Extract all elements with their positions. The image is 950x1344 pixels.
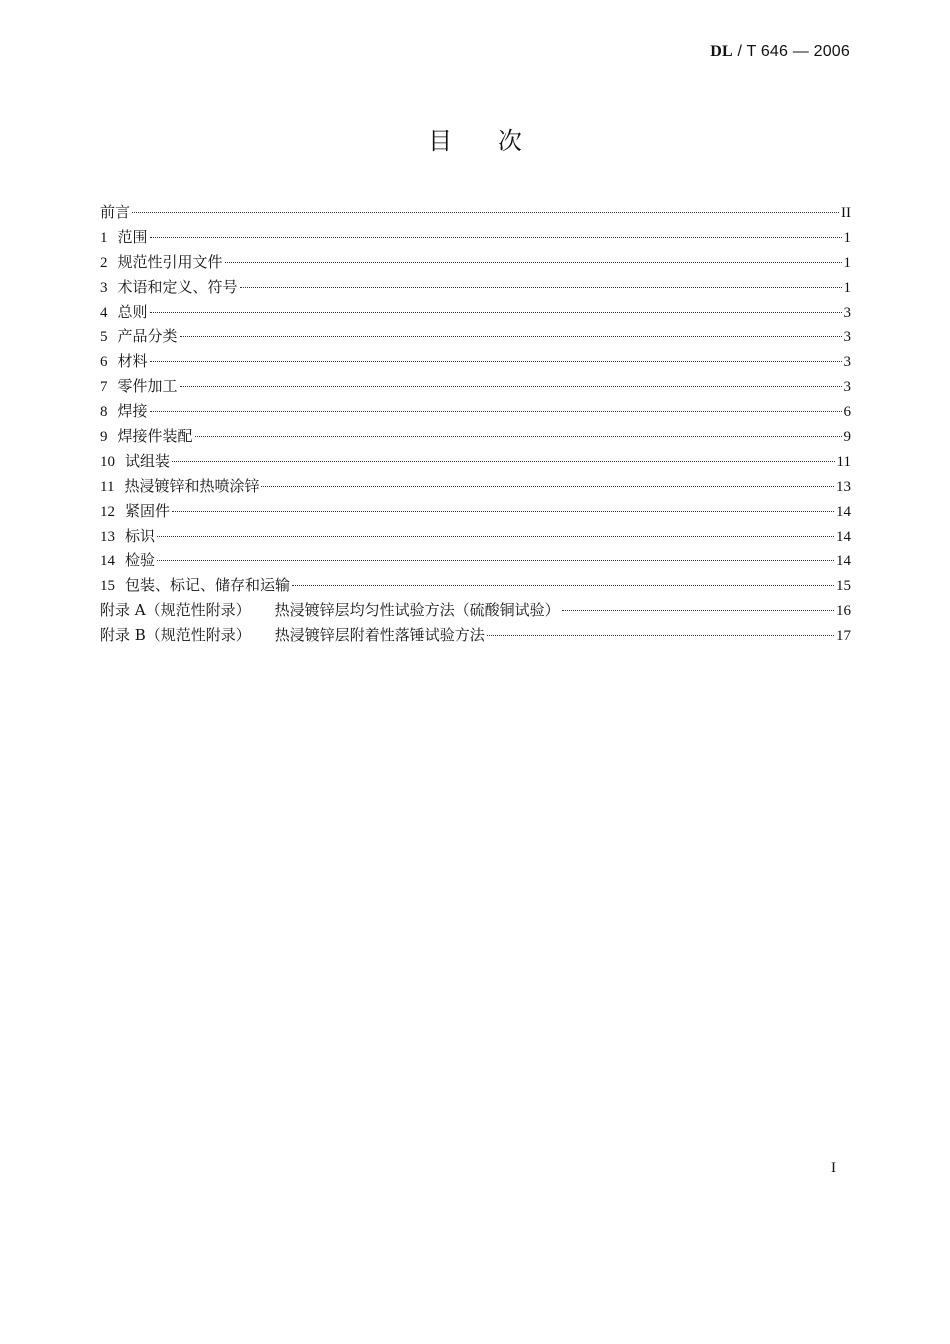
toc-leader xyxy=(132,212,839,213)
toc-annex-label xyxy=(100,623,485,648)
standard-code xyxy=(710,43,850,61)
toc-entry[interactable] xyxy=(100,300,851,325)
toc-entry-number: 14 xyxy=(100,553,115,570)
toc-entry-label: 术语和定义、符号 xyxy=(117,277,238,296)
toc-entry[interactable] xyxy=(100,250,851,275)
toc-entry-label: 紧固件 xyxy=(125,501,171,520)
toc-entry-page: 15 xyxy=(836,578,851,595)
toc-entry-page: 3 xyxy=(843,329,851,346)
toc-entry-number: 3 xyxy=(100,279,108,296)
toc-list xyxy=(100,200,851,648)
toc-entry[interactable] xyxy=(100,474,851,499)
toc-entry-number: 8 xyxy=(100,404,108,421)
toc-entry-page: 1 xyxy=(843,229,851,246)
toc-entry-number: 10 xyxy=(100,453,115,470)
toc-entry[interactable] xyxy=(100,449,851,474)
toc-entry-page: 17 xyxy=(836,628,851,645)
toc-entry-label: 检验 xyxy=(125,551,156,570)
toc-entry-page: 1 xyxy=(843,279,851,296)
toc-entry[interactable] xyxy=(100,349,851,374)
toc-entry[interactable] xyxy=(100,573,851,598)
toc-entry-number: 12 xyxy=(100,503,115,520)
toc-entry-number: 9 xyxy=(100,429,108,446)
toc-entry[interactable] xyxy=(100,200,851,225)
toc-entry-label: 标识 xyxy=(125,526,156,545)
toc-entry-label: 试组装 xyxy=(125,451,171,470)
toc-entry-label: 范围 xyxy=(117,227,148,246)
toc-leader xyxy=(150,237,842,238)
toc-entry-number: 1 xyxy=(100,229,108,246)
toc-leader xyxy=(487,635,834,636)
toc-leader xyxy=(562,610,834,611)
toc-entry-number: 7 xyxy=(100,379,108,396)
toc-entry-number: 15 xyxy=(100,578,115,595)
toc-leader xyxy=(180,386,842,387)
toc-entry-number: 11 xyxy=(100,478,115,495)
toc-entry-number: 2 xyxy=(100,254,108,271)
toc-leader xyxy=(157,536,834,537)
toc-entry-annex-b[interactable] xyxy=(100,623,851,648)
toc-leader xyxy=(157,560,834,561)
toc-entry-label: 前言 xyxy=(100,203,131,221)
toc-entry-number: 4 xyxy=(100,304,108,321)
toc-entry-annex-a[interactable] xyxy=(100,598,851,623)
toc-entry-label: 材料 xyxy=(117,352,148,371)
toc-leader xyxy=(150,312,842,313)
toc-entry[interactable] xyxy=(100,524,851,549)
standard-prefix: DL xyxy=(710,43,733,60)
toc-entry-label: 零件加工 xyxy=(117,377,178,396)
toc-leader xyxy=(225,262,842,263)
standard-code-rest: / T 646 — 2006 xyxy=(732,43,850,60)
toc-entry[interactable] xyxy=(100,548,851,573)
toc-leader xyxy=(180,336,842,337)
toc-entry-page: 14 xyxy=(836,528,851,545)
toc-leader xyxy=(261,486,834,487)
toc-entry[interactable] xyxy=(100,275,851,300)
toc-entry-label: 焊接 xyxy=(117,402,148,421)
toc-entry-page: II xyxy=(841,205,851,221)
toc-leader xyxy=(172,461,835,462)
toc-entry-label: 焊接件装配 xyxy=(117,427,193,446)
toc-annex-title: 热浸镀锌层附着性落锤试验方法 xyxy=(274,626,485,645)
page-number: I xyxy=(831,1160,836,1176)
toc-leader xyxy=(150,361,842,362)
toc-entry-label: 产品分类 xyxy=(117,327,178,346)
toc-entry-label: 规范性引用文件 xyxy=(117,252,223,271)
toc-entry-page: 3 xyxy=(843,354,851,371)
toc-entry-label: 总则 xyxy=(117,302,148,321)
toc-entry[interactable] xyxy=(100,374,851,399)
toc-entry[interactable] xyxy=(100,499,851,524)
toc-entry-page: 14 xyxy=(836,553,851,570)
toc-entry-page: 6 xyxy=(843,404,851,421)
toc-entry[interactable] xyxy=(100,225,851,250)
toc-entry-page: 1 xyxy=(843,254,851,271)
toc-entry-label: 包装、标记、储存和运输 xyxy=(125,576,291,595)
toc-entry-page: 3 xyxy=(843,304,851,321)
toc-entry-page: 16 xyxy=(836,603,851,620)
toc-entry-number: 13 xyxy=(100,528,115,545)
toc-annex-title: 热浸镀锌层均匀性试验方法（硫酸铜试验） xyxy=(274,601,560,620)
toc-annex-designation: 附录 B（规范性附录） xyxy=(100,626,251,645)
toc-entry-page: 14 xyxy=(836,503,851,520)
toc-entry-label: 热浸镀锌和热喷涂锌 xyxy=(124,476,260,495)
toc-entry-page: 9 xyxy=(843,429,851,446)
toc-entry[interactable] xyxy=(100,399,851,424)
toc-entry-page: 13 xyxy=(836,478,851,495)
toc-annex-designation: 附录 A（规范性附录） xyxy=(100,601,251,620)
toc-entry[interactable] xyxy=(100,424,851,449)
toc-entry-number: 6 xyxy=(100,354,108,371)
toc-entry-page: 3 xyxy=(843,379,851,396)
toc-entry-page: 11 xyxy=(836,453,851,470)
toc-leader xyxy=(172,511,834,512)
toc-entry[interactable] xyxy=(100,324,851,349)
toc-leader xyxy=(240,287,842,288)
toc-annex-label xyxy=(100,598,560,623)
toc-leader xyxy=(292,585,834,586)
toc-entry-number: 5 xyxy=(100,329,108,346)
toc-leader xyxy=(150,411,842,412)
toc-title: 目 次 xyxy=(428,127,522,155)
toc-leader xyxy=(195,436,842,437)
